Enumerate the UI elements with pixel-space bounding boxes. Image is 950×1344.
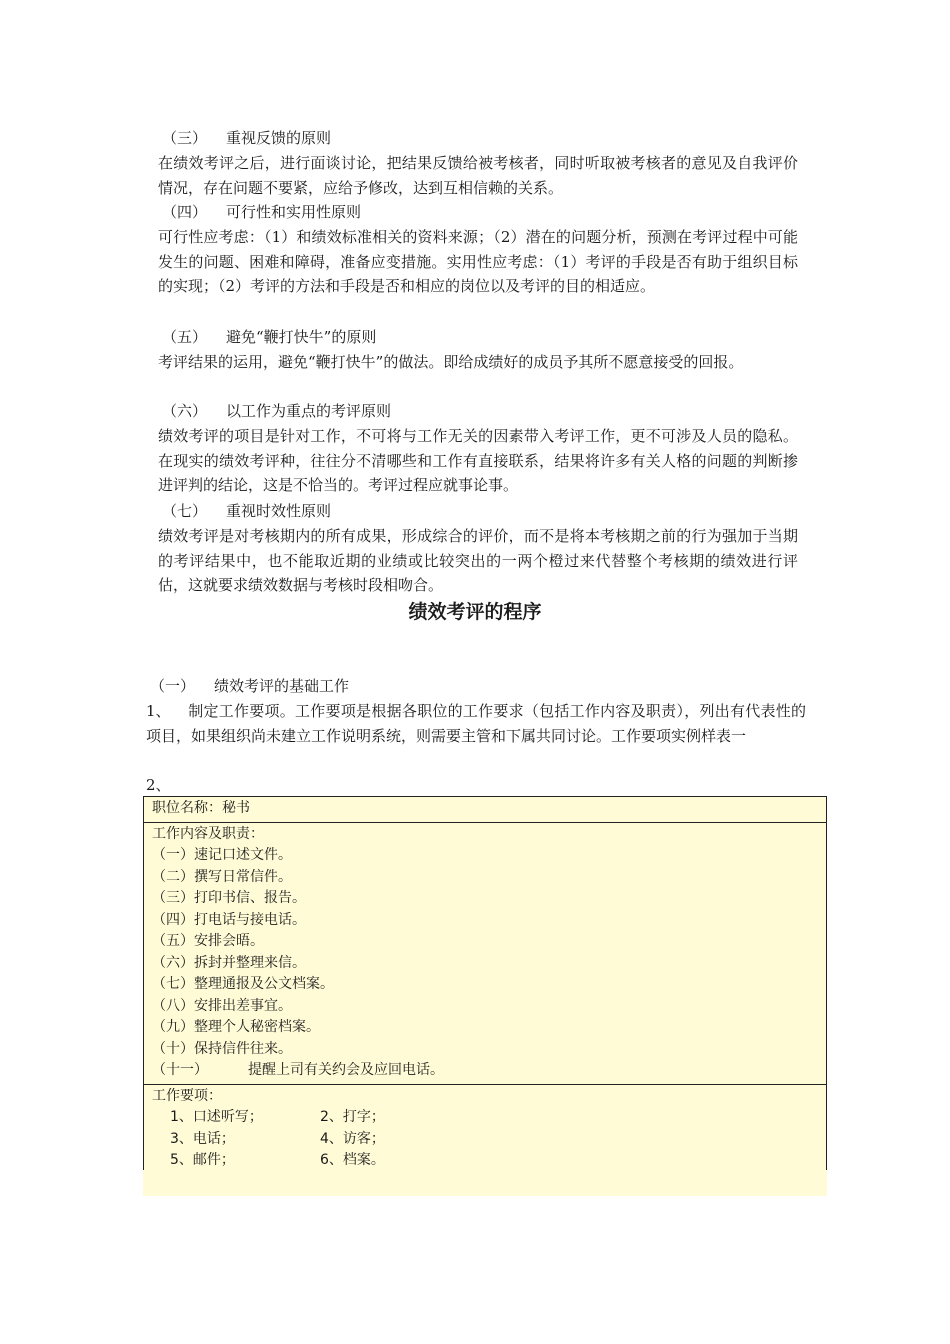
duty-number: （七） <box>152 976 194 992</box>
principle-heading <box>158 399 798 424</box>
principle-3 <box>158 126 798 200</box>
key-items-cell <box>144 1084 827 1174</box>
key-item: 2、打字； <box>320 1109 385 1125</box>
list-item <box>152 1129 818 1151</box>
principle-title: 可行性和实用性原则 <box>226 203 362 221</box>
duty-text: 保持信件往来。 <box>194 1040 292 1057</box>
principle-title: 重视反馈的原则 <box>226 129 332 147</box>
principle-heading <box>158 126 798 151</box>
item-text: 制定工作要项。工作要项是根据各职位的工作要求（包括工作内容及职责），列出有代表性的项目，如果组织尚未建立工作说明系统，则需要主管和下属共同讨论。工作要项实例样表一 <box>146 702 806 745</box>
principle-6 <box>158 399 798 498</box>
principle-number: （六） <box>162 402 208 420</box>
table-row <box>144 1084 827 1174</box>
principle-number: （七） <box>162 502 208 520</box>
item-number: 1、 <box>146 702 171 720</box>
job-item-sample-table <box>143 796 827 1175</box>
principle-body: 绩效考评是对考核期内的所有成果，形成综合的评价，而不是将本考核期之前的行为强加于当期的考评结果中，也不能取近期的业绩或比较突出的一两个橙过来代替整个考核期的绩效进行评估，这就要求绩效数据与考核时段相吻合。 <box>158 527 798 594</box>
list-item <box>152 953 818 975</box>
table-row <box>144 822 827 1084</box>
duties-cell <box>144 822 827 1084</box>
principle-body: 在绩效考评之后，进行面谈讨论，把结果反馈给被考核者，同时听取被考核者的意见及自我评价情况，存在问题不要紧，应给予修改，达到互相信赖的关系。 <box>158 154 798 197</box>
table-row <box>144 797 827 823</box>
subsection-title: 绩效考评的基础工作 <box>214 677 350 695</box>
list-item <box>152 974 818 996</box>
duty-text: 提醒上司有关约会及应回电话。 <box>248 1062 444 1078</box>
key-item: 6、档案。 <box>320 1152 385 1168</box>
principle-number: （五） <box>162 328 208 346</box>
list-item <box>152 1039 818 1061</box>
principle-body: 考评结果的运用，避免“鞭打快牛”的做法。即给成绩好的成员予其所不愿意接受的回报。 <box>158 353 744 371</box>
duty-text: 打电话与接电话。 <box>194 911 306 928</box>
duty-text: 速记口述文件。 <box>194 847 292 863</box>
duty-number: （六） <box>152 954 194 971</box>
duty-number: （四） <box>152 911 194 928</box>
list-item <box>152 1107 818 1129</box>
list-item <box>152 1150 818 1172</box>
principle-number: （四） <box>162 203 208 221</box>
duty-text: 撰写日常信件。 <box>194 868 292 885</box>
duty-number: （三） <box>152 890 194 906</box>
duty-text: 安排会晤。 <box>194 933 264 949</box>
principle-title: 以工作为重点的考评原则 <box>226 402 392 420</box>
principle-title: 避免“鞭打快牛”的原则 <box>226 328 377 346</box>
key-item: 4、访客； <box>320 1130 385 1147</box>
list-item <box>152 888 818 910</box>
principle-7 <box>158 499 798 598</box>
duty-number: （十一） <box>152 1062 208 1078</box>
list-item <box>152 867 818 889</box>
item-1-paragraph <box>146 699 806 749</box>
duty-number: （十） <box>152 1040 194 1057</box>
list-item <box>152 931 818 953</box>
principle-title: 重视时效性原则 <box>226 502 332 520</box>
key-item: 5、邮件； <box>170 1152 235 1168</box>
key-item: 1、口述听写； <box>170 1109 263 1125</box>
key-item: 3、电话； <box>170 1130 235 1147</box>
duties-label: 工作内容及职责： <box>152 825 264 842</box>
duty-number: （九） <box>152 1019 194 1035</box>
principle-5 <box>158 325 798 375</box>
duty-number: （八） <box>152 997 194 1014</box>
item-2-number: 2、 <box>146 776 171 794</box>
key-items-label: 工作要项： <box>152 1087 222 1104</box>
subsection-number: （一） <box>150 677 196 695</box>
principle-body: 绩效考评的项目是针对工作，不可将与工作无关的因素带入考评工作，更不可涉及人员的隐私。在现实的绩效考评种，往往分不清哪些和工作有直接联系，结果将许多有关人格的问题的判断掺进评判的结论，这是不恰当的。考评过程应就事论事。 <box>158 427 798 494</box>
position-name-cell <box>144 797 827 823</box>
principle-heading <box>158 499 798 524</box>
list-item <box>152 845 818 867</box>
duty-text: 打印书信、报告。 <box>194 890 306 906</box>
table-shading-band <box>143 1170 827 1196</box>
duty-number: （五） <box>152 933 194 949</box>
duty-number: （一） <box>152 847 194 863</box>
duty-text: 安排出差事宜。 <box>194 997 292 1014</box>
duty-text: 整理个人秘密档案。 <box>194 1019 320 1035</box>
position-name: 职位名称：秘书 <box>152 800 250 816</box>
principle-heading <box>158 325 798 350</box>
list-item <box>152 1060 818 1082</box>
list-item <box>152 910 818 932</box>
list-item <box>152 1017 818 1039</box>
duty-number: （二） <box>152 868 194 885</box>
principle-4 <box>158 200 798 299</box>
section-title: 绩效考评的程序 <box>408 601 542 623</box>
list-item <box>152 996 818 1018</box>
subsection-heading <box>148 674 349 698</box>
principle-body: 可行性应考虑：（1）和绩效标准相关的资料来源；（2）潜在的问题分析，预测在考评过程中可能发生的问题、困难和障碍，准备应变措施。实用性应考虑：（1）考评的手段是否有助于组织目标的实现；（2）考评的方法和手段是否和相应的岗位以及考评的目的相适应。 <box>158 228 798 295</box>
duty-text: 整理通报及公文档案。 <box>194 976 334 992</box>
principle-number: （三） <box>162 129 208 147</box>
principle-heading <box>158 200 798 225</box>
duty-text: 拆封并整理来信。 <box>194 954 306 971</box>
